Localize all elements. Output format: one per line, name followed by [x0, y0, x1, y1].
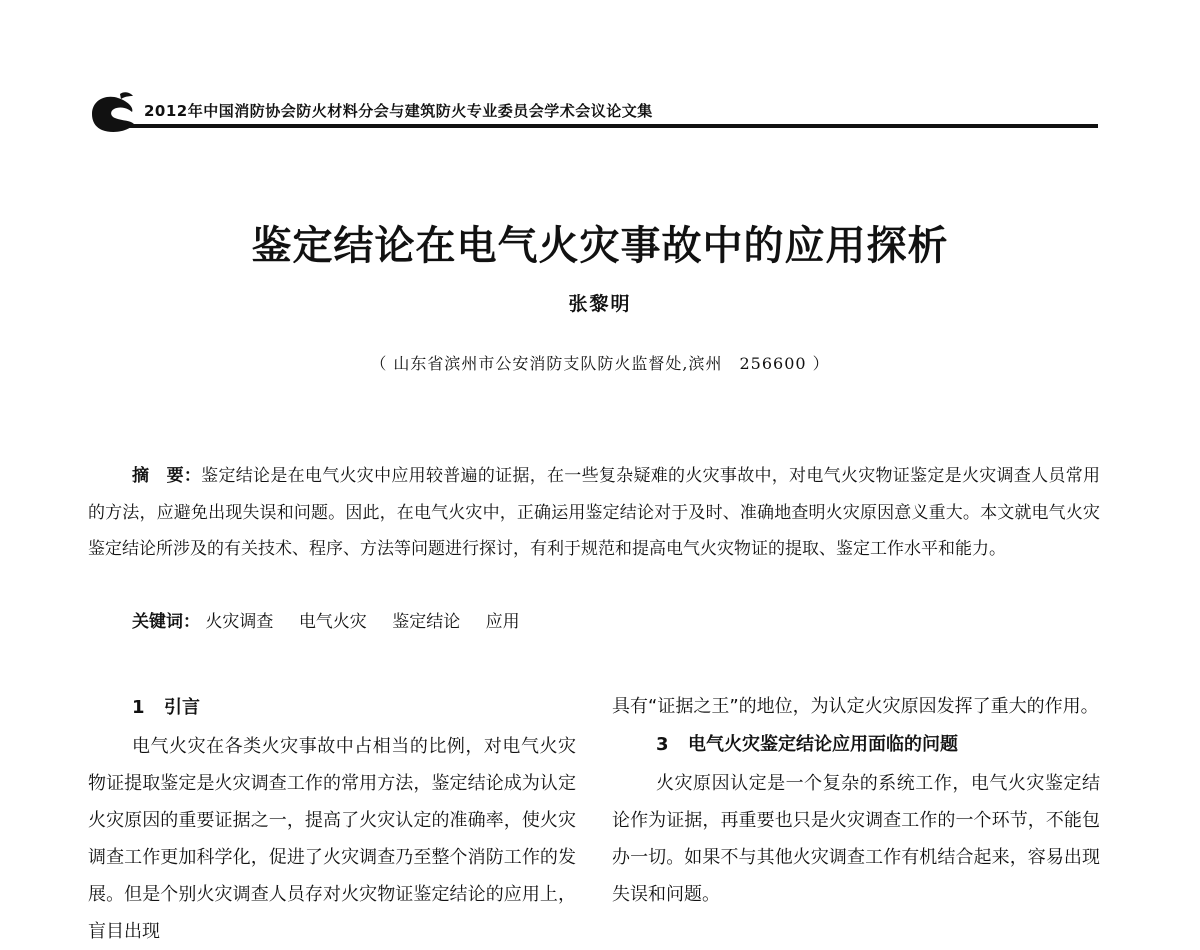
section-heading-introduction — [88, 688, 576, 728]
keywords — [132, 604, 1100, 640]
section-number: 1 — [132, 697, 145, 718]
body-column-left — [88, 688, 576, 950]
keywords-label: 关键词： — [132, 612, 200, 632]
running-header-title: 2012年中国消防协会防火材料分会与建筑防火专业委员会学术会议论文集 — [144, 102, 653, 120]
author-name: 张黎明 — [568, 293, 632, 315]
keyword-item: 电气火灾 — [298, 612, 367, 632]
body-paragraph-continuation: 具有“证据之王”的地位，为认定火灾原因发挥了重大的作用。 — [612, 696, 1099, 717]
body-paragraph: 火灾原因认定是一个复杂的系统工作，电气火灾鉴定结论作为证据，再重要也只是火灾调查工作的一个环节，不能包办一切。如果不与其他火灾调查工作有机结合起来，容易出现失误和问题。 — [612, 773, 1100, 905]
header-rule — [128, 124, 1098, 128]
body-paragraph: 电气火灾在各类火灾事故中占相当的比例，对电气火灾物证提取鉴定是火灾调查工作的常用方法，鉴定结论成为认定火灾原因的重要证据之一，提高了火灾认定的准确率，使火灾调查工作更加科学化，促进了火灾调查乃至整个消防工作的发展。但是个别火灾调查人员存对火灾物证鉴定结论的应用上，盲目出现 — [88, 736, 576, 942]
section-title: 引言 — [164, 697, 200, 718]
section-number: 3 — [656, 734, 669, 755]
body-column-right — [612, 688, 1100, 913]
keyword-item: 应用 — [485, 612, 520, 632]
author-affiliation: （ 山东省滨州市公安消防支队防火监督处,滨州 256600 ） — [370, 354, 830, 373]
abstract-text: 鉴定结论是在电气火灾中应用较普遍的证据，在一些复杂疑难的火灾事故中，对电气火灾物证鉴定是火灾调查人员常用的方法，应避免出现失误和问题。因此，在电气火灾中，正确运用鉴定结论对于及时、准确地查明火灾原因意义重大。本文就电气火灾鉴定结论所涉及的有关技术、程序、方法等问题进行探讨，有利于规范和提高电气火灾物证的提取、鉴定工作水平和能力。 — [88, 466, 1101, 559]
abstract — [88, 458, 1100, 568]
running-header — [88, 90, 1100, 138]
keyword-item: 鉴定结论 — [392, 612, 461, 632]
section-title: 电气火灾鉴定结论应用面临的问题 — [688, 734, 958, 755]
paper-title: 鉴定结论在电气火灾事故中的应用探析 — [251, 223, 949, 269]
abstract-label: 摘 要： — [132, 466, 202, 486]
keyword-item: 火灾调查 — [205, 612, 274, 632]
section-heading-problems — [612, 725, 1100, 765]
